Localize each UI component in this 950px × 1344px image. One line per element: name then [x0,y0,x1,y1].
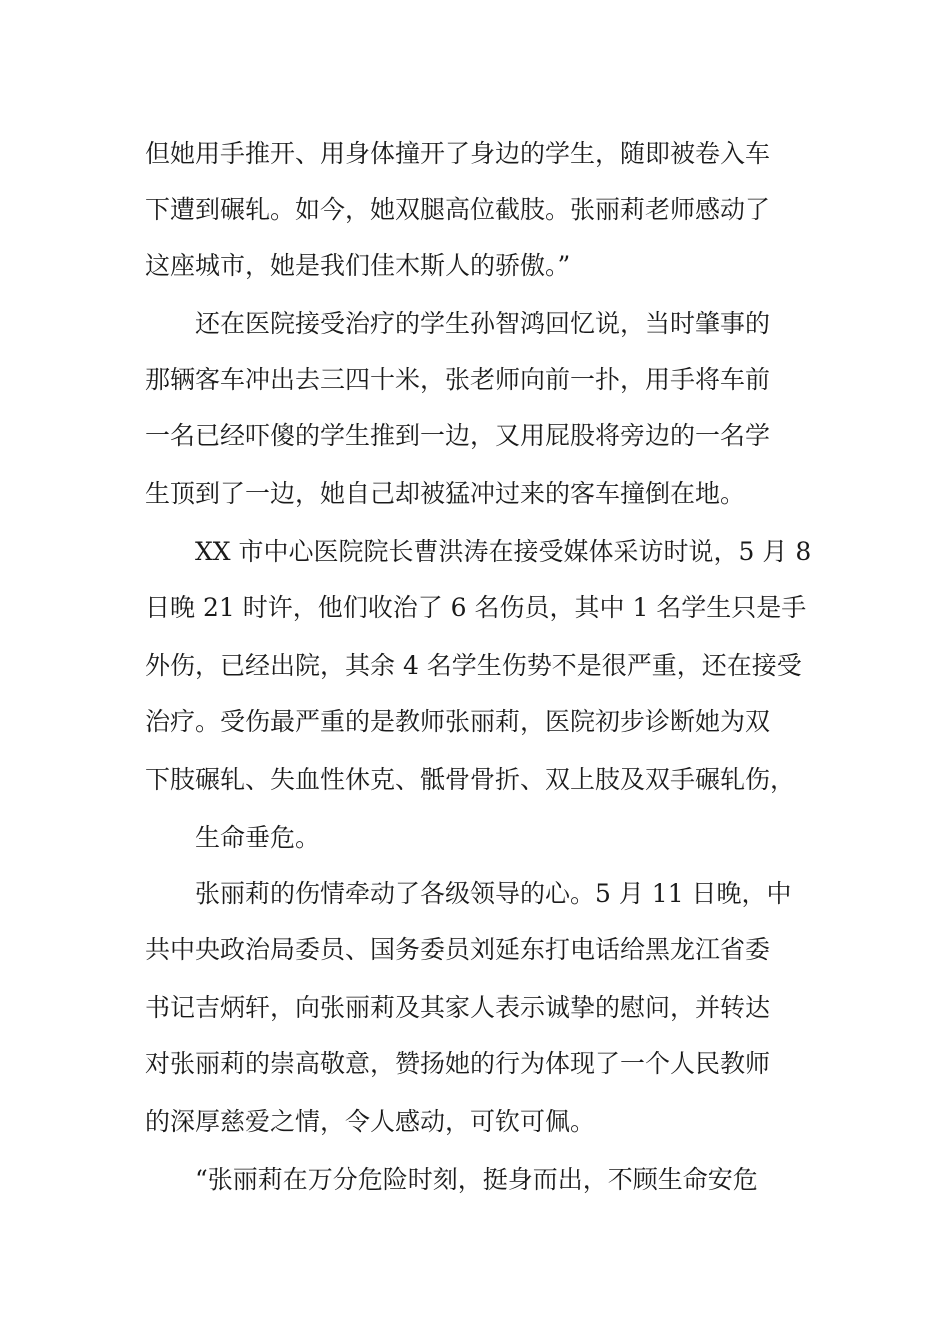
text-line: 外伤，已经出院，其余 4 名学生伤势不是很严重，还在接受 [145,651,802,680]
text-line: 日晚 21 时许，他们收治了 6 名伤员，其中 1 名学生只是手 [145,593,807,622]
text-line: “张丽莉在万分危险时刻，挺身而出，不顾生命安危 [195,1165,758,1194]
text-line: 张丽莉的伤情牵动了各级领导的心。5 月 11 日晚，中 [195,879,792,908]
text-line: 生顶到了一边，她自己却被猛冲过来的客车撞倒在地。 [145,479,746,508]
text-line: 书记吉炳轩，向张丽莉及其家人表示诚挚的慰问，并转达 [145,993,771,1022]
text-line: 但她用手推开、用身体撞开了身边的学生，随即被卷入车 [145,139,771,168]
text-line: 还在医院接受治疗的学生孙智鸿回忆说，当时肇事的 [195,309,771,338]
text-line: 生命垂危。 [195,823,321,852]
text-line: XX 市中心医院院长曹洪涛在接受媒体采访时说，5 月 8 [195,537,812,566]
text-line: 对张丽莉的崇高敬意，赞扬她的行为体现了一个人民教师 [145,1049,771,1078]
text-line: 下遭到碾轧。如今，她双腿高位截肢。张丽莉老师感动了 [145,195,771,224]
text-line: 的深厚慈爱之情，令人感动，可钦可佩。 [145,1107,596,1136]
text-line: 这座城市，她是我们佳木斯人的骄傲。” [145,251,571,280]
text-line: 那辆客车冲出去三四十米，张老师向前一扑，用手将车前 [145,365,771,394]
text-line: 下肢碾轧、失血性休克、骶骨骨折、双上肢及双手碾轧伤， [145,765,796,794]
text-line: 治疗。受伤最严重的是教师张丽莉，医院初步诊断她为双 [145,707,771,736]
text-line: 一名已经吓傻的学生推到一边，又用屁股将旁边的一名学 [145,421,771,450]
text-line: 共中央政治局委员、国务委员刘延东打电话给黑龙江省委 [145,935,771,964]
